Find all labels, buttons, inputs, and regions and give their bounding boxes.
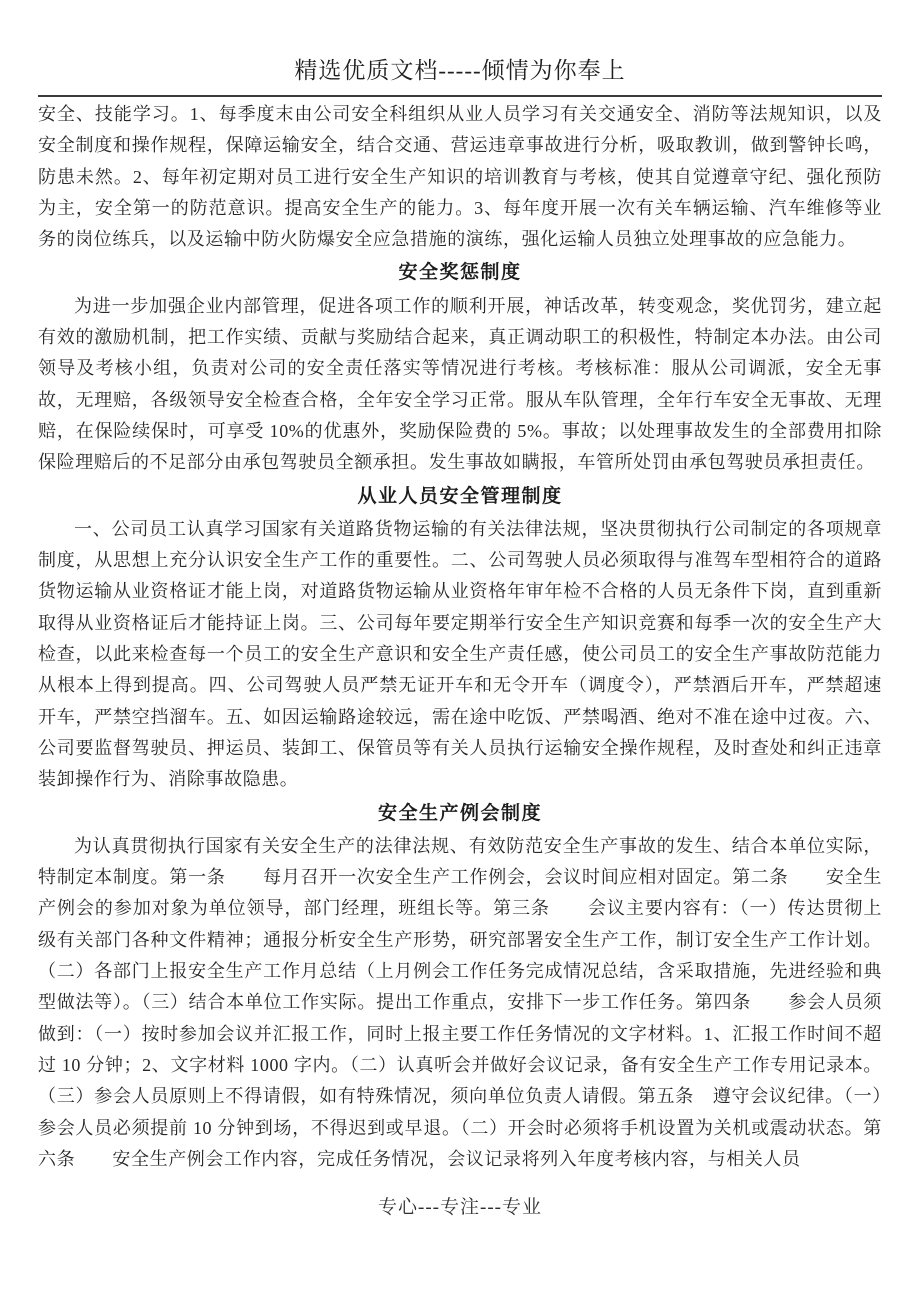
section-title-reward-punishment-system: 安全奖惩制度 [398, 262, 522, 284]
page-footer-title: 专心---专注---专业 [378, 1197, 542, 1218]
section-title-safety-meeting-system: 安全生产例会制度 [377, 802, 542, 824]
paragraph-intro-safety-training: 安全、技能学习。1、每季度末由公司安全科组织从业人员学习有关交通安全、消防等法规知识，以及安全制度和操作规程，保障运输安全，结合交通、营运违章事故进行分析，吸取教训，做到警钟长鸣，防患未然。2、每年初定期对员工进行安全生产知识的培训教育与考核，使其自觉遵章守纪、强化预防为主，安全第一的防范意识。提高安全生产的能力。3、每年度开展一次有关车辆运输、汽车维修等业务的岗位练兵，以及运输中防火防爆安全应急措施的演练，强化运输人员独立处理事故的应急能力。 [38, 104, 882, 250]
section-title-staff-safety-management: 从业人员安全管理制度 [357, 485, 563, 507]
paragraph-staff-safety-management: 一、公司员工认真学习国家有关道路货物运输的有关法律法规，坚决贯彻执行公司制定的各项规章制度，从思想上充分认识安全生产工作的重要性。二、公司驾驶人员必须取得与准驾车型相符合的道路货物运输从业资格证才能上岗，对道路货物运输从业资格年审年检不合格的人员无条件下岗，直到重新取得从业资格证后才能持证上岗。三、公司每年要定期举行安全生产知识竞赛和每季一次的安全生产大检查，以此来检查每一个员工的安全生产意识和安全生产责任感，使公司员工的安全生产事故防范能力从根本上得到提高。四、公司驾驶人员严禁无证开车和无令开车（调度令），严禁酒后开车，严禁超速开车，严禁空挡溜车。五、如因运输路途较远，需在途中吃饭、严禁喝酒、绝对不准在途中过夜。六、公司要监督驾驶员、押运员、装卸工、保管员等有关人员执行运输安全操作规程，及时查处和纠正违章装卸操作行为、消除事故隐患。 [38, 518, 882, 790]
paragraph-safety-meeting-system: 为认真贯彻执行国家有关安全生产的法律法规、有效防范安全生产事故的发生、结合本单位实际，特制定本制度。第一条 每月召开一次安全生产工作例会，会议时间应相对固定。第二条 安全生产例会的参加对象为单位领导，部门经理，班组长等。第三条 会议主要内容有：（一）传达贯彻上级有关部门各种文件精神；通报分析安全生产形势，研究部署安全生产工作，制订安全生产工作计划。（二）各部门上报安全生产工作月总结（上月例会工作任务完成情况总结，含采取措施，先进经验和典型做法等）。（三）结合本单位工作实际。提出工作重点，安排下一步工作任务。第四条 参会人员须做到：（一）按时参加会议并汇报工作，同时上报主要工作任务情况的文字材料。1、汇报工作时间不超过 10 分钟；2、文字材料 1000 字内。（二）认真听会并做好会议记录，备有安全生产工作专用记录本。（三）参会人员原则上不得请假，如有特殊情况，须向单位负责人请假。第五条 遵守会议纪律。（一）参会人员必须提前 10 分钟到场，不得迟到或早退。（二）开会时必须将手机设置为关机或震动状态。第六条 安全生产例会工作内容，完成任务情况，会议记录将列入年度考核内容，与相关人员 [38, 835, 882, 1169]
page-header-title: 精选优质文档-----倾情为你奉上 [294, 58, 626, 83]
paragraph-reward-punishment-system: 为进一步加强企业内部管理，促进各项工作的顺利开展，神话改革，转变观念，奖优罚劣，建立起有效的激励机制，把工作实绩、贡献与奖励结合起来，真正调动职工的积极性，特制定本办法。由公司领导及考核小组，负责对公司的安全责任落实等情况进行考核。考核标准：服从公司调派，安全无事故，无理赔，各级领导安全检查合格，全年安全学习正常。服从车队管理，全年行车安全无事故、无理赔，在保险续保时，可享受 10%的优惠外，奖励保险费的 5%。事故；以处理事故发生的全部费用扣除保险理赔后的不足部分由承包驾驶员全额承担。发生事故如瞒报，车管所处罚由承包驾驶员承担责任。 [38, 295, 882, 473]
document-content [38, 99, 882, 1175]
header-divider [38, 95, 882, 97]
